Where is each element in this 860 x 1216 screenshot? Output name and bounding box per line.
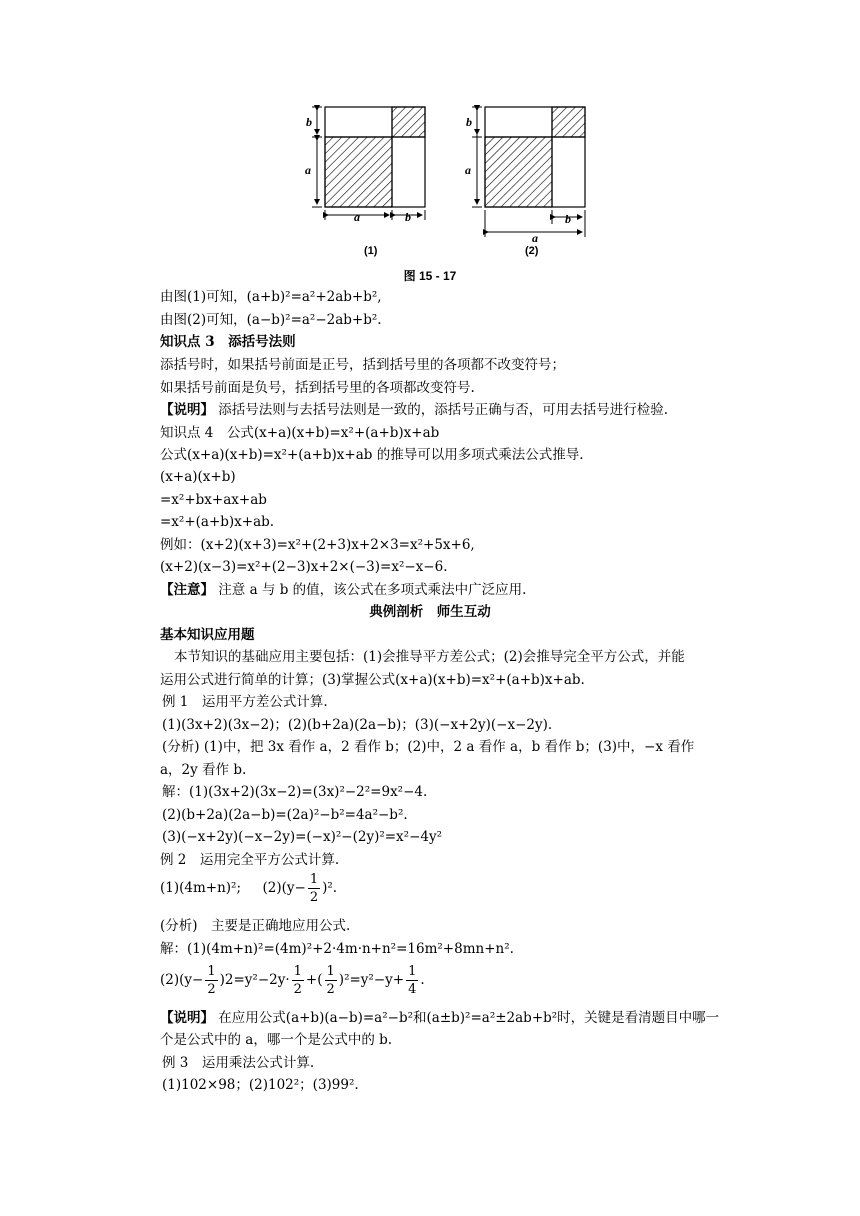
note-line <box>160 400 668 420</box>
text-line: =x²+(a+b)x+ab. <box>160 514 275 530</box>
text-line: 添括号时，如果括号前面是正号，括到括号里的各项都不改变符号； <box>160 357 565 373</box>
dim-label-b: b <box>405 210 411 224</box>
text-line: 如果括号前面是负号，括到括号里的各项都改变符号. <box>160 380 475 396</box>
text-line: 公式(x+a)(x+b)=x²+(a+b)x+ab 的推导可以用多项式乘法公式推导. <box>160 447 584 463</box>
sub-title: 基本知识应用题 <box>160 627 255 643</box>
text-line: 由图(1)可知，(a+b)²=a²+2ab+b², <box>160 289 382 305</box>
dim-label-b: b <box>565 212 571 226</box>
ex2-item-2b: )². <box>322 880 338 896</box>
text-line: (1)(3x+2)(3x−2)；(2)(b+2a)(2a−b)；(3)(−x+2y)(−x−2y). <box>162 717 553 733</box>
dim-label-a: a <box>465 163 471 177</box>
fraction-half: $\frac{1}{2}$ <box>326 964 335 997</box>
text-line: (2)(b+2a)(2a−b)=(2a)²−b²=4a²−b². <box>162 807 408 823</box>
fraction-half: $\frac{1}{2}$ <box>309 872 319 905</box>
text-line: (3)(−x+2y)(−x−2y)=(−x)²−(2y)²=x²−4y² <box>162 829 443 845</box>
text-line: =x²+bx+ax+ab <box>160 492 267 508</box>
example-title: 例 3 运用乘法公式计算. <box>162 1055 315 1071</box>
text-line: a，2y 看作 b. <box>160 762 247 778</box>
dim-label-a: a <box>305 163 311 177</box>
text-line: 运用公式进行简单的计算；(3)掌握公式(x+a)(x+b)=x²+(a+b)x+ab. <box>160 672 585 688</box>
text-line: (x+2)(x−3)=x²+(2−3)x+2×(−3)=x²−x−6. <box>160 559 448 575</box>
dim-label-a: a <box>354 210 360 224</box>
text-line: 例如：(x+2)(x+3)=x²+(2+3)x+2×3=x²+5x+6, <box>160 537 475 553</box>
dim-label-b: b <box>466 115 472 129</box>
example-title: 例 2 运用完全平方公式计算. <box>160 852 340 868</box>
text-line: 本节知识的基础应用主要包括：(1)会推导平方差公式；(2)会推导完全平方公式，并能 <box>174 649 685 665</box>
panel-2-label: (2) <box>525 245 539 257</box>
ex2-item-2a: (2)(y− <box>262 880 306 896</box>
text-line: 由图(2)可知，(a−b)²=a²−2ab+b². <box>160 312 382 328</box>
fraction-quarter: $\frac{1}{4}$ <box>408 964 417 997</box>
ex2-items <box>160 868 337 908</box>
text-line: (x+a)(x+b) <box>160 469 236 485</box>
section-heading: 知识点 3 添括号法则 <box>160 334 296 350</box>
figure-panel-1 <box>312 107 425 220</box>
text-line: 解：(1)(4m+n)²=(4m)²+2·4m·n+n²=16m²+8mn+n². <box>160 941 514 957</box>
note-text: 添括号法则与去括号法则是一致的，添括号正确与否，可用去括号进行检验. <box>218 402 669 418</box>
text-line: (1)102×98；(2)102²；(3)99². <box>162 1077 359 1093</box>
note-text: 在应用公式(a+b)(a−b)=a²−b²和(a±b)²=a²±2ab+b²时，关键是看清题目中哪一 <box>218 1010 720 1026</box>
text-line: 解：(1)(3x+2)(3x−2)=(3x)²−2²=9x²−4. <box>162 784 428 800</box>
text-line: (分析) 主要是正确地应用公式. <box>160 918 351 934</box>
text-line: (分析) (1)中，把 3x 看作 a，2 看作 b；(2)中，2 a 看作 a，b 看作 b；(3)中，−x 看作 <box>162 739 695 755</box>
figure-caption: 图 15 - 17 <box>403 269 457 283</box>
dim-label-b: b <box>306 115 312 129</box>
section-heading: 知识点 4 公式(x+a)(x+b)=x²+(a+b)x+ab <box>160 425 440 441</box>
note-tag: 【说明】 <box>160 1010 214 1026</box>
note-tag: 【注意】 <box>160 582 214 598</box>
dim-label-a: a <box>532 231 538 245</box>
note-line <box>160 580 526 600</box>
example-title: 例 1 运用平方差公式计算. <box>162 694 328 710</box>
ex2-solution-2: (2)(y− $\frac{1}{2}$ )2=y²−2y· $\frac{1}{2}$ +( $\frac{1}{2}$ )²=y²−y+ $\frac{1}{4}$ . <box>160 964 425 997</box>
note-tag: 【说明】 <box>160 402 214 418</box>
note-line <box>160 1008 719 1028</box>
fraction-half: $\frac{1}{2}$ <box>207 964 216 997</box>
fraction-half: $\frac{1}{2}$ <box>293 964 302 997</box>
panel-1-label: (1) <box>364 245 378 257</box>
section-title: 典例剖析 师生互动 <box>369 604 491 620</box>
ex2-item-1: (1)(4m+n)²; <box>160 880 242 896</box>
note-text: 注意 a 与 b 的值，该公式在多项式乘法中广泛应用. <box>218 582 527 598</box>
figure-15-17 <box>300 102 600 257</box>
text-line: 个是公式中的 a，哪一个是公式中的 b. <box>160 1032 393 1048</box>
